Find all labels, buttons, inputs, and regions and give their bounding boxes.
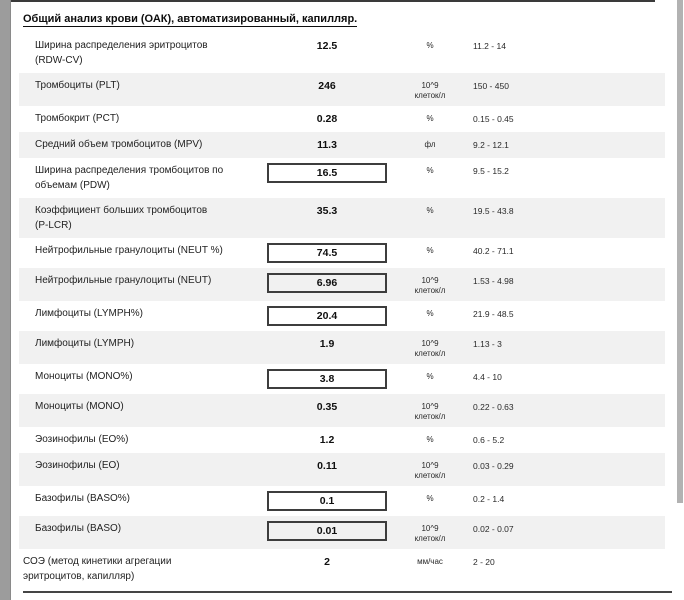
unit-label <box>387 203 473 216</box>
reference-range: 2 - 20 <box>473 557 495 567</box>
table-row <box>19 453 665 486</box>
result-value: 0.11 <box>317 460 337 472</box>
unit-label <box>387 78 473 101</box>
unit-line1: % <box>426 114 434 123</box>
parameter-name-line1: Средний объем тромбоцитов (MPV) <box>35 139 203 150</box>
result-value: 246 <box>318 80 336 92</box>
results-table <box>19 33 665 589</box>
lab-report-title <box>23 13 676 27</box>
reference-range: 0.15 - 0.45 <box>473 114 514 124</box>
unit-line1: 10^9 <box>421 339 439 348</box>
unit-line2: клеток/л <box>414 534 446 543</box>
table-row <box>19 106 665 132</box>
reference-range: 19.5 - 43.8 <box>473 206 514 216</box>
parameter-name <box>19 554 267 584</box>
result-value: 6.96 <box>267 273 387 293</box>
unit-line1: 10^9 <box>421 81 439 90</box>
table-row <box>19 331 665 364</box>
table-row <box>19 549 665 589</box>
reference-range: 0.03 - 0.29 <box>473 461 514 471</box>
table-row <box>19 486 665 516</box>
result-value: 35.3 <box>316 205 338 217</box>
unit-label <box>387 432 473 445</box>
unit-label <box>387 491 473 504</box>
parameter-name <box>19 399 267 414</box>
unit-line1: % <box>426 166 434 175</box>
unit-label <box>387 111 473 124</box>
unit-line1: % <box>426 372 434 381</box>
reference-range: 150 - 450 <box>473 81 509 91</box>
table-row <box>19 33 665 73</box>
parameter-name <box>19 163 267 193</box>
unit-line2: клеток/л <box>414 412 446 421</box>
unit-label <box>387 137 473 150</box>
result-value: 0.35 <box>316 401 338 413</box>
unit-line1: % <box>426 435 434 444</box>
lab-report-page <box>11 0 676 593</box>
table-row <box>19 132 665 158</box>
parameter-name-line2: (P-LCR) <box>35 220 72 231</box>
table-row <box>19 364 665 394</box>
unit-label <box>387 38 473 51</box>
reference-range: 11.2 - 14 <box>473 41 506 51</box>
unit-label <box>387 521 473 544</box>
parameter-name-line1: Базофилы (BASO) <box>35 523 122 534</box>
result-value: 1.9 <box>319 338 335 350</box>
table-row <box>19 394 665 427</box>
table-row <box>19 73 665 106</box>
reference-range: 1.53 - 4.98 <box>473 276 514 286</box>
result-value: 16.5 <box>267 163 387 183</box>
unit-label <box>387 163 473 176</box>
parameter-name <box>19 243 267 258</box>
unit-line1: фл <box>424 140 436 149</box>
parameter-name <box>19 491 267 506</box>
unit-label <box>387 458 473 481</box>
result-value: 0.01 <box>267 521 387 541</box>
parameter-name-line1: Тромбокрит (PCT) <box>35 113 120 124</box>
reference-range: 9.5 - 15.2 <box>473 166 509 176</box>
unit-line1: % <box>426 41 434 50</box>
parameter-name <box>19 306 267 321</box>
result-value: 2 <box>324 556 330 568</box>
unit-label <box>387 399 473 422</box>
unit-line2: клеток/л <box>414 91 446 100</box>
parameter-name-line1: Коэффициент больших тромбоцитов <box>35 205 208 216</box>
result-value: 12.5 <box>316 40 338 52</box>
result-value: 1.2 <box>319 434 335 446</box>
parameter-name-line1: Эозинофилы (EO%) <box>35 434 129 445</box>
unit-label <box>387 243 473 256</box>
parameter-name <box>19 521 267 536</box>
unit-line2: клеток/л <box>414 471 446 480</box>
parameter-name <box>19 273 267 288</box>
parameter-name <box>19 369 267 384</box>
unit-line2: клеток/л <box>414 349 446 358</box>
reference-range: 40.2 - 71.1 <box>473 246 514 256</box>
unit-line1: % <box>426 246 434 255</box>
unit-label <box>387 336 473 359</box>
page-edge <box>0 0 11 600</box>
result-value: 20.4 <box>267 306 387 326</box>
parameter-name-line1: Моноциты (MONO%) <box>35 371 133 382</box>
parameter-name <box>19 111 267 126</box>
parameter-name-line1: Моноциты (MONO) <box>35 401 124 412</box>
parameter-name <box>19 458 267 473</box>
parameter-name <box>19 336 267 351</box>
unit-label <box>387 306 473 319</box>
reference-range: 9.2 - 12.1 <box>473 140 509 150</box>
parameter-name-line2: объемам (PDW) <box>35 180 110 191</box>
scrollbar-thumb[interactable] <box>677 0 683 503</box>
table-bottom-rule <box>23 591 672 593</box>
parameter-name <box>19 137 267 152</box>
reference-range: 0.22 - 0.63 <box>473 402 514 412</box>
parameter-name-line2: (RDW-CV) <box>35 55 83 66</box>
parameter-name-line1: Эозинофилы (EO) <box>35 460 120 471</box>
parameter-name-line1: Ширина распределения эритроцитов <box>35 40 208 51</box>
table-row <box>19 427 665 453</box>
unit-line1: 10^9 <box>421 524 439 533</box>
parameter-name-line1: Нейтрофильные гранулоциты (NEUT %) <box>35 245 223 256</box>
parameter-name <box>19 78 267 93</box>
parameter-name-line1: Ширина распределения тромбоцитов по <box>35 165 224 176</box>
unit-line1: % <box>426 494 434 503</box>
reference-range: 0.6 - 5.2 <box>473 435 505 445</box>
table-row <box>19 268 665 301</box>
unit-label <box>387 369 473 382</box>
table-row <box>19 301 665 331</box>
parameter-name-line2: эритроцитов, капилляр) <box>23 571 135 582</box>
parameter-name-line1: Лимфоциты (LYMPH%) <box>35 308 143 319</box>
result-value: 74.5 <box>267 243 387 263</box>
reference-range: 0.02 - 0.07 <box>473 524 514 534</box>
unit-line1: 10^9 <box>421 402 439 411</box>
parameter-name <box>19 203 267 233</box>
unit-label <box>387 273 473 296</box>
unit-line1: 10^9 <box>421 276 439 285</box>
result-value: 0.28 <box>316 113 338 125</box>
parameter-name-line1: Лимфоциты (LYMPH) <box>35 338 135 349</box>
table-row <box>19 238 665 268</box>
reference-range: 0.2 - 1.4 <box>473 494 505 504</box>
reference-range: 4.4 - 10 <box>473 372 502 382</box>
parameter-name <box>19 432 267 447</box>
unit-label <box>387 554 473 567</box>
unit-line1: % <box>426 206 434 215</box>
table-row <box>19 516 665 549</box>
parameter-name-line1: Нейтрофильные гранулоциты (NEUT) <box>35 275 212 286</box>
parameter-name-line1: СОЭ (метод кинетики агрегации <box>23 556 172 567</box>
reference-range: 1.13 - 3 <box>473 339 502 349</box>
result-value: 11.3 <box>317 139 337 151</box>
parameter-name-line1: Тромбоциты (PLT) <box>35 80 120 91</box>
lab-report-title-text: Общий анализ крови (ОАК), автоматизированный, капилляр. <box>23 13 358 25</box>
unit-line2: клеток/л <box>414 286 446 295</box>
result-value: 3.8 <box>267 369 387 389</box>
table-row <box>19 198 665 238</box>
unit-line1: % <box>426 309 434 318</box>
unit-line1: 10^9 <box>421 461 439 470</box>
reference-range: 21.9 - 48.5 <box>473 309 514 319</box>
parameter-name-line1: Базофилы (BASO%) <box>35 493 130 504</box>
parameter-name <box>19 38 267 68</box>
table-row <box>19 158 665 198</box>
unit-line1: мм/час <box>417 557 443 566</box>
result-value: 0.1 <box>267 491 387 511</box>
